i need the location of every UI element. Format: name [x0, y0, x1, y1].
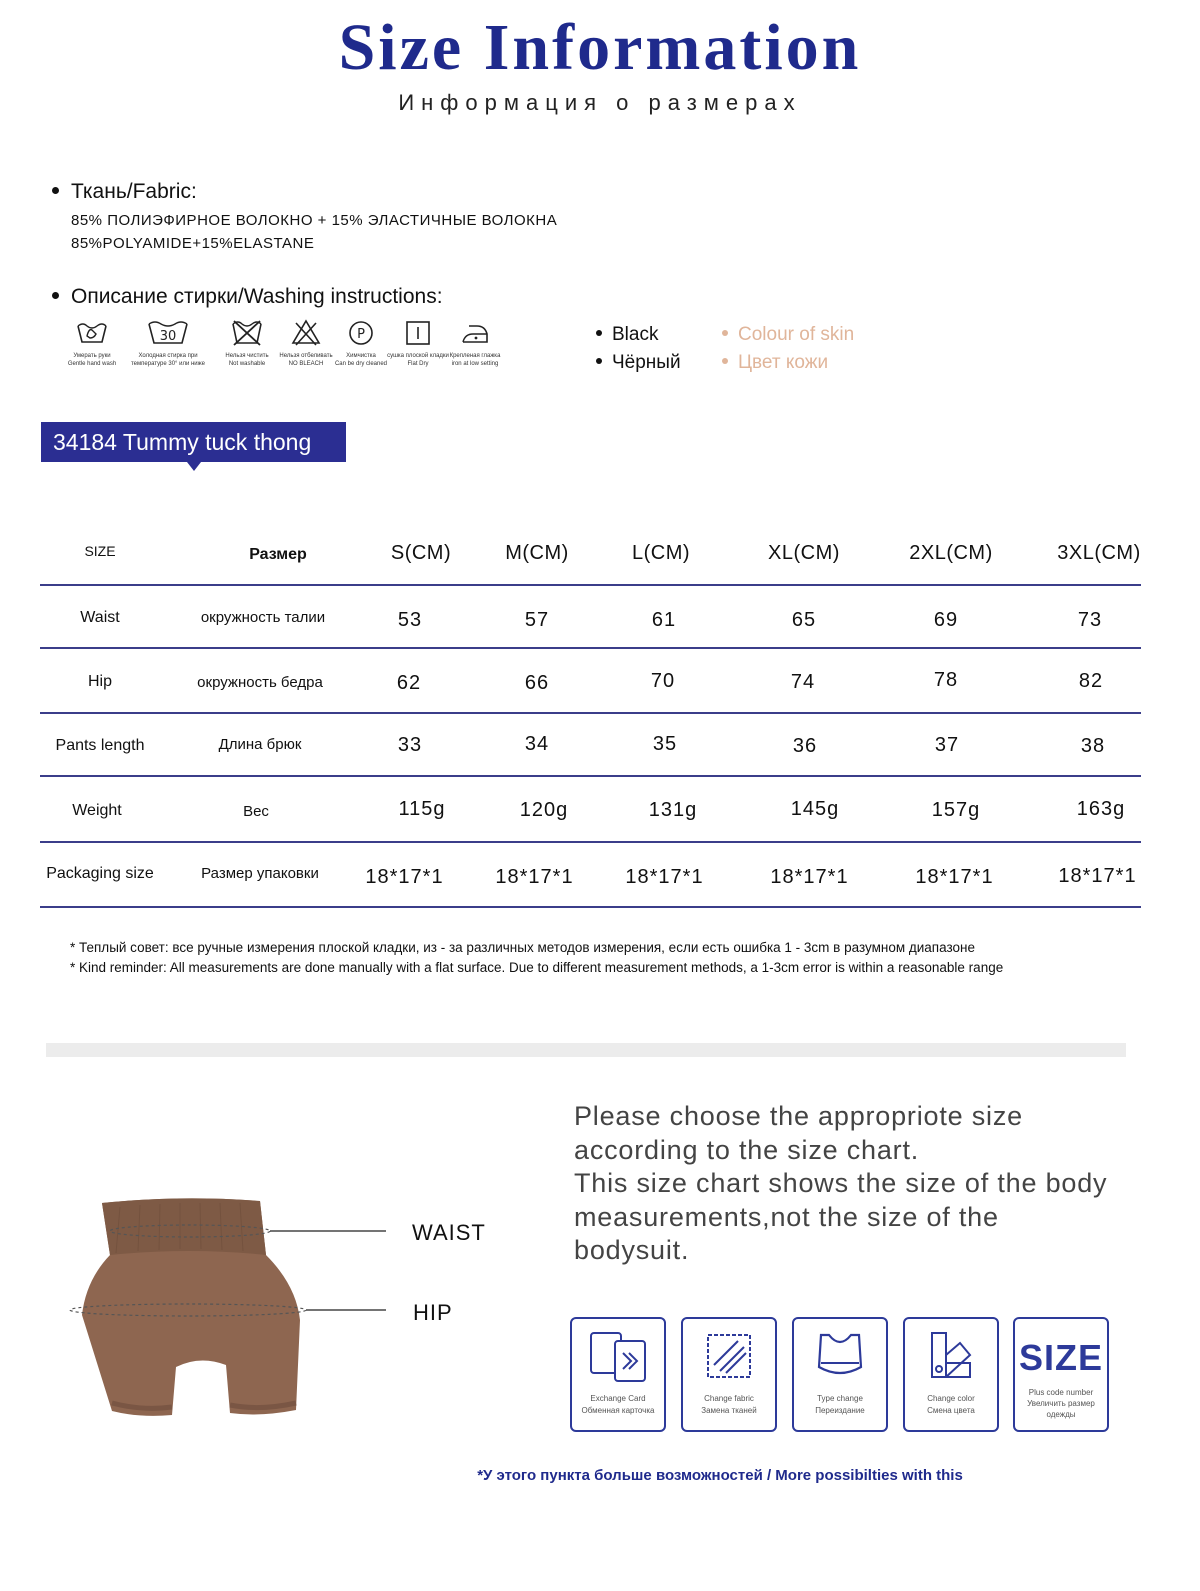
guide-line: measurements,not the size of the	[574, 1201, 999, 1232]
footer-note: *У этого пункта больше возможностей / More possibilties with this	[477, 1467, 963, 1484]
dry-clean-letter: P	[357, 327, 365, 342]
table-cell: 61	[651, 609, 677, 631]
table-cell: 35	[652, 733, 678, 755]
wash-caption-ru: Умерать руки	[73, 353, 111, 359]
table-cell: 53	[397, 609, 423, 631]
table-cell: 82	[1078, 670, 1104, 692]
color-skin-ru	[722, 352, 828, 374]
row-label-en: Waist	[80, 609, 120, 626]
row-label-ru: окружность бедра	[197, 674, 323, 691]
table-header-col: L(CM)	[631, 542, 691, 564]
feature-caption-ru: Увеличить размер	[1027, 1399, 1095, 1408]
color-black-en	[596, 324, 658, 346]
wash-instruction	[440, 318, 510, 368]
no-bleach-icon	[291, 318, 321, 346]
exchange-card-icon	[583, 1327, 653, 1387]
wash-caption-en: Not washable	[228, 361, 266, 367]
table-header-col: M(CM)	[505, 542, 569, 564]
feature-card	[903, 1317, 999, 1432]
table-cell: 66	[524, 672, 550, 694]
row-label-ru: Длина брюк	[218, 736, 302, 753]
guide-line: Please choose the appropriote size	[574, 1101, 1023, 1131]
fabric-icon	[694, 1327, 764, 1387]
table-cell: 131g	[648, 799, 698, 821]
feature-card	[1013, 1317, 1109, 1432]
no-wash-icon	[230, 318, 264, 346]
wash-30-icon	[146, 318, 190, 346]
washing-heading-text: Описание стирки/Washing instructions:	[71, 285, 443, 308]
wash-temperature: 30	[159, 329, 177, 344]
size-guide-text	[574, 1100, 1107, 1268]
guide-line: bodysuit.	[574, 1235, 690, 1265]
row-label-en: Hip	[87, 673, 112, 690]
color-swatch-icon	[916, 1327, 986, 1387]
table-cell: 18*17*1	[770, 866, 849, 888]
feature-caption-en: Plus code number	[1028, 1388, 1094, 1397]
garment-type-icon	[805, 1327, 875, 1387]
waist-label: WAIST	[412, 1220, 486, 1245]
feature-caption-en: Change fabric	[704, 1394, 754, 1403]
bullet-icon	[52, 292, 59, 299]
table-cell: 37	[934, 734, 960, 756]
table-cell: 115g	[398, 798, 446, 820]
flat-dry-icon	[403, 318, 433, 346]
fabric-heading-text: Ткань/Fabric:	[71, 180, 197, 203]
size-icon: SIZE	[1018, 1337, 1103, 1378]
table-divider	[40, 841, 1141, 843]
tag-pointer	[187, 462, 201, 471]
row-label-ru: Размер упаковки	[201, 865, 319, 882]
table-divider	[40, 647, 1141, 649]
feature-card	[681, 1317, 777, 1432]
row-label-en: Packaging size	[46, 865, 154, 882]
table-cell: 38	[1080, 735, 1106, 757]
feature-caption-ru: Замена тканей	[701, 1406, 757, 1415]
table-cell: 78	[933, 669, 959, 691]
table-cell: 18*17*1	[1058, 865, 1137, 887]
color-black-ru	[596, 352, 681, 374]
wash-instruction	[130, 318, 206, 368]
table-header-col: 2XL(CM)	[909, 542, 993, 564]
guide-line: according to the size chart.	[574, 1134, 920, 1165]
table-cell: 65	[791, 609, 817, 631]
table-cell: 18*17*1	[495, 866, 574, 888]
feature-caption-en: Type change	[817, 1394, 863, 1403]
table-divider	[40, 775, 1141, 777]
feature-card	[792, 1317, 888, 1432]
table-header-size-ru: Размер	[249, 546, 307, 563]
color-skin-en	[722, 324, 854, 346]
fabric-line-ru: 85% ПОЛИЭФИРНОЕ ВОЛОКНО + 15% ЭЛАСТИЧНЫЕ ВОЛОКНА	[71, 212, 558, 229]
table-cell: 69	[933, 609, 959, 631]
table-cell: 57	[524, 609, 550, 631]
wash-instruction	[57, 318, 127, 368]
wash-caption-en: Gentle hand wash	[67, 361, 117, 367]
feature-caption-ru: одежды	[1046, 1410, 1076, 1419]
table-divider	[40, 906, 1141, 908]
table-cell: 70	[650, 670, 676, 692]
wash-caption-ru: Холодная стирка при	[138, 353, 198, 359]
table-cell: 36	[792, 735, 818, 757]
wash-caption-ru: сушка плоской кладки	[387, 353, 449, 359]
wash-caption-en: Flat Dry	[407, 361, 429, 367]
table-divider	[40, 584, 1141, 586]
wash-caption-ru: Крепленая глажка	[449, 353, 501, 359]
table-cell: 18*17*1	[625, 866, 704, 888]
fabric-line-en: 85%POLYAMIDE+15%ELASTANE	[71, 235, 315, 252]
table-cell: 62	[396, 672, 422, 694]
row-label-en: Pants length	[55, 737, 145, 754]
table-cell: 18*17*1	[915, 866, 994, 888]
table-header-size: SIZE	[84, 543, 116, 559]
wash-caption-ru: Нельзя чистить	[225, 353, 269, 359]
feature-card	[570, 1317, 666, 1432]
feature-caption-ru: Переиздание	[815, 1406, 865, 1415]
page-subtitle: Информация о размерах	[398, 90, 802, 115]
hand-wash-icon	[75, 318, 109, 346]
table-cell: 33	[397, 734, 423, 756]
iron-low-icon	[459, 318, 491, 346]
table-divider	[40, 712, 1141, 714]
wash-caption-en: NO BLEACH	[288, 361, 324, 367]
table-cell: 145g	[790, 798, 840, 820]
note-ru: * Теплый совет: все ручные измерения плоской кладки, из - за различных методов измерения, если есть ошибка 1 - 3cm в разумном диапазоне	[70, 940, 975, 955]
wash-caption-ru: Химчистка	[346, 353, 376, 359]
table-header-col: 3XL(CM)	[1057, 542, 1141, 564]
row-label-ru: окружность талии	[200, 609, 326, 626]
wash-caption-en: Can be dry cleaned	[334, 361, 388, 367]
wash-caption-en: iron at low setting	[451, 361, 499, 367]
table-cell: 157g	[931, 799, 981, 821]
row-label-ru: Вес	[243, 803, 269, 820]
table-cell: 74	[790, 671, 816, 693]
color-label: Цвет кожи	[738, 352, 829, 373]
fabric-heading	[52, 180, 197, 204]
table-cell: 163g	[1076, 798, 1126, 820]
dry-clean-icon	[346, 318, 376, 346]
washing-heading	[52, 285, 443, 309]
section-divider	[46, 1043, 1126, 1057]
feature-caption-ru: Смена цвета	[927, 1406, 975, 1415]
feature-caption-en: Change color	[927, 1394, 975, 1403]
bullet-icon	[52, 187, 59, 194]
guide-line: This size chart shows the size of the body	[574, 1168, 1108, 1198]
color-label: Чёрный	[612, 352, 681, 373]
bullet-icon	[596, 358, 602, 364]
table-cell: 18*17*1	[365, 866, 444, 888]
table-header-col: S(CM)	[390, 542, 452, 564]
color-label: Colour of skin	[738, 324, 855, 345]
table-cell: 73	[1077, 609, 1103, 631]
table-header-col: XL(CM)	[768, 542, 840, 564]
row-label-en: Weight	[72, 802, 122, 819]
bullet-icon	[722, 358, 728, 364]
wash-caption-ru: Нельзя отбеливать	[279, 353, 333, 359]
bullet-icon	[722, 330, 728, 336]
feature-caption-en: Exchange Card	[590, 1394, 646, 1403]
table-cell: 34	[524, 733, 550, 755]
feature-caption-ru: Обменная карточка	[581, 1406, 655, 1415]
wash-caption-en: температуре 30° или ниже	[131, 361, 205, 367]
color-label: Black	[612, 324, 659, 345]
shorts-illustration	[60, 1185, 400, 1435]
hip-label: HIP	[413, 1300, 453, 1325]
table-cell: 120g	[519, 799, 569, 821]
note-en: * Kind reminder: All measurements are done manually with a flat surface. Due to different measurement methods, a 1-3cm error is within a reasonable range	[70, 960, 1004, 975]
bullet-icon	[596, 330, 602, 336]
page-title: Size Information	[338, 11, 862, 84]
product-tag: 34184 Tummy tuck thong	[41, 422, 346, 462]
